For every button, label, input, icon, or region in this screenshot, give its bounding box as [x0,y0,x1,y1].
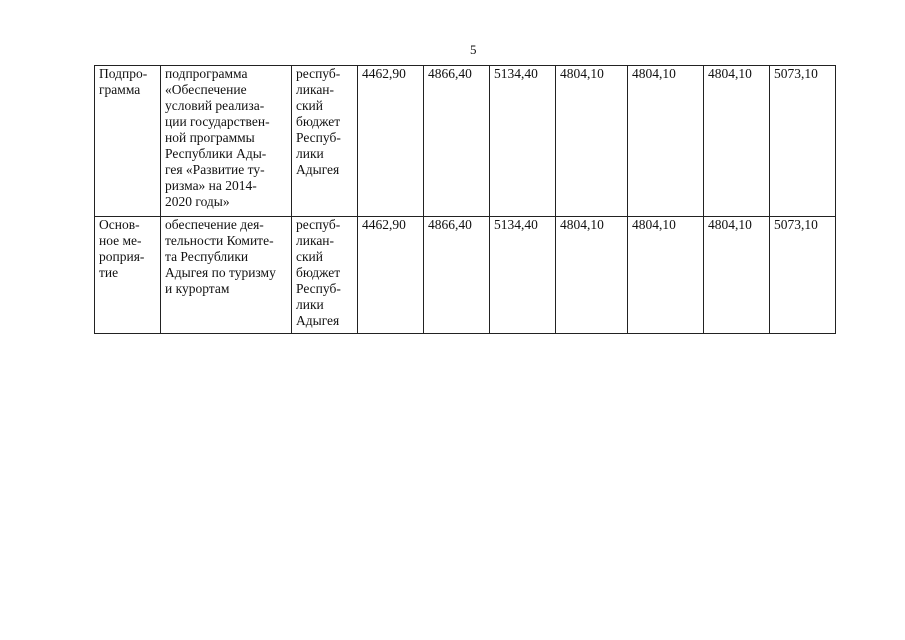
table-row [95,217,836,334]
row-type-cell: Подпро- грамма [95,66,161,217]
row-type-cell: Основ- ное ме- роприя- тие [95,217,161,334]
value-cell: 4462,90 [358,66,424,217]
value-cell: 4866,40 [424,217,490,334]
value-cell: 4804,10 [704,217,770,334]
value-cell: 4804,10 [628,217,704,334]
page-number: 5 [470,42,477,57]
value-cell: 5134,40 [490,217,556,334]
value-cell: 4804,10 [628,66,704,217]
value-cell: 4866,40 [424,66,490,217]
value-cell: 5073,10 [770,66,836,217]
table-row [95,66,836,217]
funding-source-cell: респуб- ликан- ский бюджет Респуб- лики Адыгея [292,66,358,217]
value-cell: 4804,10 [556,66,628,217]
budget-table [94,65,836,334]
funding-source-cell: респуб- ликан- ский бюджет Респуб- лики Адыгея [292,217,358,334]
value-cell: 4462,90 [358,217,424,334]
value-cell: 4804,10 [704,66,770,217]
value-cell: 4804,10 [556,217,628,334]
value-cell: 5134,40 [490,66,556,217]
row-name-cell: обеспечение дея- тельности Комите- та Республики Адыгея по туризму и курортам [161,217,292,334]
row-name-cell: подпрограмма «Обеспечение условий реализа- ции государствен- ной программы Республики Ады- гея «Развитие ту- ризма» на 2014- 2020 годы» [161,66,292,217]
value-cell: 5073,10 [770,217,836,334]
